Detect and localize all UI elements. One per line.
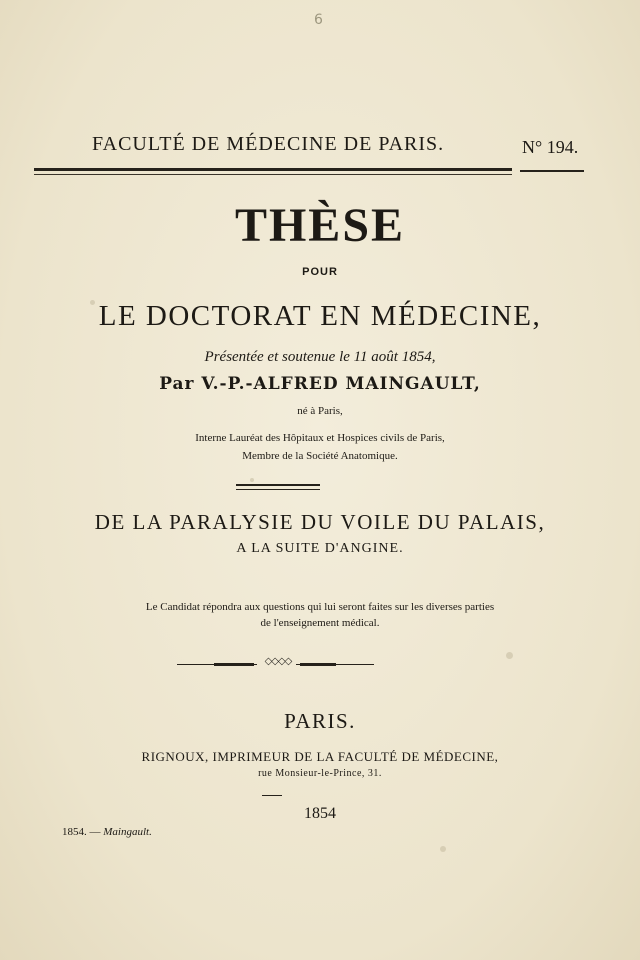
pour-label: POUR xyxy=(302,266,338,278)
candidate-note-2: de l'enseignement médical. xyxy=(260,617,380,629)
imprint-address: rue Monsieur-le-Prince, 31. xyxy=(258,768,382,779)
paper-stain xyxy=(250,478,254,482)
paper-stain xyxy=(440,846,446,852)
ornament-diamonds: ◇◇◇◇ xyxy=(264,656,292,667)
degree-title: LE DOCTORAT EN MÉDECINE, xyxy=(98,300,542,332)
imprint-city: PARIS. xyxy=(284,709,356,733)
header-rule-thin xyxy=(34,174,512,175)
header-rule xyxy=(34,168,512,171)
library-stamp-mark: 6 xyxy=(314,12,323,28)
paper-stain xyxy=(506,652,513,659)
defense-date: Présentée et soutenue le 11 août 1854, xyxy=(204,349,436,365)
author-title-1: Interne Lauréat des Hôpitaux et Hospices civils de Paris, xyxy=(195,432,445,444)
candidate-note-1: Le Candidat répondra aux questions qui lui seront faites sur les diverses parties xyxy=(145,601,495,613)
paper-stain xyxy=(90,300,95,305)
separator-rule-top xyxy=(236,484,320,486)
imprint-year: 1854 xyxy=(304,805,336,822)
subject-subtitle: A LA SUITE D'ANGINE. xyxy=(236,541,404,556)
author-name: Par V.-P.-ALFRED MAINGAULT, xyxy=(159,374,481,394)
separator-rule-bottom xyxy=(236,489,320,490)
year-rule xyxy=(262,795,282,796)
author-birthplace: né à Paris, xyxy=(297,405,343,417)
subject-title: DE LA PARALYSIE DU VOILE DU PALAIS, xyxy=(94,510,546,534)
author-title-2: Membre de la Société Anatomique. xyxy=(242,450,398,462)
thesis-title: THÈSE xyxy=(234,199,406,252)
thesis-number: N° 194. xyxy=(522,137,579,157)
imprint-printer: RIGNOUX, IMPRIMEUR DE LA FACULTÉ DE MÉDECINE, xyxy=(141,749,499,764)
ornament-line-right xyxy=(296,664,374,665)
footnote-year: 1854. — xyxy=(62,826,101,838)
number-rule xyxy=(520,170,584,172)
ornament-thick-left xyxy=(214,663,254,666)
footnote xyxy=(62,826,152,838)
faculty-heading: FACULTÉ DE MÉDECINE DE PARIS. xyxy=(92,133,445,155)
footnote-name: Maingault. xyxy=(103,826,152,838)
